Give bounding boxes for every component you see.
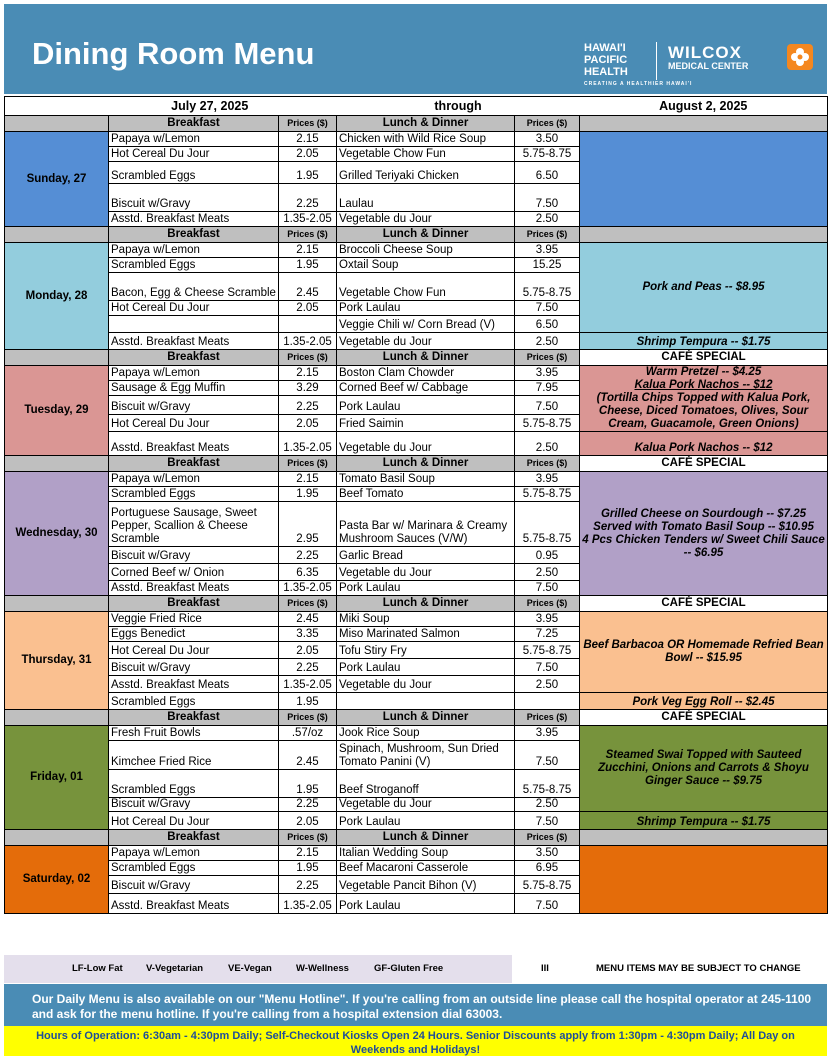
lunch-item: Pork Laulau (337, 581, 515, 596)
breakfast-header: Breakfast (109, 350, 279, 366)
breakfast-item: Biscuit w/Gravy (109, 876, 279, 894)
breakfast-item: Hot Cereal Du Jour (109, 414, 279, 431)
breakfast-price: 1.95 (279, 162, 337, 184)
lunch-item: Pork Laulau (337, 812, 515, 830)
cafe-special-header: CAFÉ SPECIAL (580, 456, 828, 472)
breakfast-item: Asstd. Breakfast Meats (109, 212, 279, 227)
lunch-price: 6.50 (515, 162, 580, 184)
special-text: Grilled Cheese on Sourdough -- $7.25 (600, 507, 807, 520)
flower-logo-icon (787, 44, 813, 70)
cafe-special-header: CAFÉ SPECIAL (580, 710, 828, 726)
breakfast-item: Veggie Fried Rice (109, 612, 279, 627)
breakfast-price: 1.35-2.05 (279, 212, 337, 227)
cafe-special-header: CAFÉ SPECIAL (580, 596, 828, 612)
lunch-item: Vegetable du Jour (337, 676, 515, 693)
lunch-price: 3.95 (515, 366, 580, 381)
breakfast-price: 2.15 (279, 846, 337, 861)
breakfast-item: Asstd. Breakfast Meats (109, 581, 279, 596)
lunch-item: Pork Laulau (337, 396, 515, 414)
cafe-special-item: Kalua Pork Nachos -- $12 (580, 432, 828, 456)
specials-cell (580, 846, 828, 914)
wilcox-logo: WILCOX MEDICAL CENTER (668, 43, 749, 71)
lunch-item: Oxtail Soup (337, 258, 515, 273)
lunch-price: 5.75-8.75 (515, 642, 580, 659)
lunch-price: 7.25 (515, 627, 580, 642)
menu-table (4, 96, 828, 914)
section-header-row (5, 116, 828, 132)
breakfast-price: 3.35 (279, 627, 337, 642)
section-header-row (5, 830, 828, 846)
prices-header: Prices ($) (279, 227, 337, 243)
lunch-item: Vegetable du Jour (337, 432, 515, 456)
lunch-item: Vegetable Chow Fun (337, 147, 515, 162)
breakfast-item: Kimchee Fried Rice (109, 741, 279, 770)
lunch-price: 2.50 (515, 798, 580, 812)
lunch-price: 7.50 (515, 581, 580, 596)
prices-header: Prices ($) (515, 227, 580, 243)
breakfast-header: Breakfast (109, 710, 279, 726)
breakfast-item: Papaya w/Lemon (109, 366, 279, 381)
menu-row (5, 812, 828, 830)
breakfast-price: 2.15 (279, 472, 337, 487)
end-date: August 2, 2025 (580, 97, 828, 116)
lunch-price: 7.50 (515, 184, 580, 212)
prices-header: Prices ($) (279, 710, 337, 726)
lunch-price: 5.75-8.75 (515, 770, 580, 798)
breakfast-price: 2.05 (279, 301, 337, 316)
day-label: Friday, 01 (5, 726, 109, 830)
special-text: Served with Tomato Basil Soup -- $10.95 (593, 520, 814, 533)
hours-of-operation: Hours of Operation: 6:30am - 4:30pm Daily; Self-Checkout Kiosks Open 24 Hours. Senior Discounts apply from 1:30pm - 4:30pm Daily; All Day on Weekends and Holidays! (4, 1026, 827, 1056)
breakfast-item: Biscuit w/Gravy (109, 184, 279, 212)
cafe-special-item: Beef Barbacoa OR Homemade Refried Bean Bowl -- $15.95 (580, 612, 828, 693)
breakfast-item: Scrambled Eggs (109, 162, 279, 184)
lunch-item: Vegetable Chow Fun (337, 273, 515, 301)
day-label: Wednesday, 30 (5, 472, 109, 596)
lunch-item: Laulau (337, 184, 515, 212)
lunch-price: 2.50 (515, 676, 580, 693)
breakfast-item: Corned Beef w/ Onion (109, 564, 279, 581)
lunch-price: 7.50 (515, 396, 580, 414)
lunch-price: 5.75-8.75 (515, 147, 580, 162)
breakfast-item: Asstd. Breakfast Meats (109, 333, 279, 350)
menu-row (5, 243, 828, 258)
breakfast-price: 2.15 (279, 366, 337, 381)
legend-separator: III (541, 963, 549, 974)
breakfast-price: 2.25 (279, 396, 337, 414)
breakfast-item: Asstd. Breakfast Meats (109, 894, 279, 914)
day-label: Thursday, 31 (5, 612, 109, 710)
breakfast-item: Scrambled Eggs (109, 861, 279, 876)
breakfast-item: Papaya w/Lemon (109, 846, 279, 861)
menu-row (5, 612, 828, 627)
menu-row (5, 333, 828, 350)
lunch-item: Pork Laulau (337, 894, 515, 914)
legend-vegan: VE-Vegan (228, 963, 272, 974)
lunch-item: Pork Laulau (337, 659, 515, 676)
lunch-price: 3.95 (515, 472, 580, 487)
lunch-item: Garlic Bread (337, 547, 515, 564)
lunch-price: 0.95 (515, 547, 580, 564)
legend-gluten-free: GF-Gluten Free (374, 963, 444, 974)
cafe-special-item: Pork and Peas -- $8.95 (580, 243, 828, 333)
breakfast-item: Fresh Fruit Bowls (109, 726, 279, 741)
breakfast-price: 2.45 (279, 741, 337, 770)
breakfast-price: 1.95 (279, 693, 337, 710)
lunch-item: Grilled Teriyaki Chicken (337, 162, 515, 184)
date-range-row (5, 97, 828, 116)
legend-wellness: W-Wellness (296, 963, 349, 974)
breakfast-price: 3.29 (279, 381, 337, 396)
day-label: Sunday, 27 (5, 132, 109, 227)
lunch-item: Chicken with Wild Rice Soup (337, 132, 515, 147)
breakfast-price: 2.25 (279, 547, 337, 564)
section-header-row (5, 227, 828, 243)
lunch-item: Broccoli Cheese Soup (337, 243, 515, 258)
breakfast-item: Hot Cereal Du Jour (109, 812, 279, 830)
menu-row (5, 366, 828, 381)
breakfast-price: 1.35-2.05 (279, 676, 337, 693)
cafe-special-header (580, 227, 828, 243)
cafe-special-item (580, 472, 828, 596)
section-header-row (5, 350, 828, 366)
prices-header: Prices ($) (515, 710, 580, 726)
lunch-item: Vegetable Pancit Bihon (V) (337, 876, 515, 894)
breakfast-price: 2.25 (279, 659, 337, 676)
prices-header: Prices ($) (515, 456, 580, 472)
breakfast-price: 2.95 (279, 502, 337, 547)
lunch-item: Miki Soup (337, 612, 515, 627)
lunch-price: 3.95 (515, 612, 580, 627)
breakfast-item: Asstd. Breakfast Meats (109, 676, 279, 693)
lunch-item (337, 693, 515, 710)
breakfast-price: 1.95 (279, 770, 337, 798)
lunch-item: Pork Laulau (337, 301, 515, 316)
cafe-special-header (580, 116, 828, 132)
logo-divider (656, 42, 657, 80)
section-header-row (5, 710, 828, 726)
lunch-item: Jook Rice Soup (337, 726, 515, 741)
lunch-price: 7.50 (515, 812, 580, 830)
lunch-price: 2.50 (515, 564, 580, 581)
lunch-dinner-header: Lunch & Dinner (337, 227, 515, 243)
lunch-price: 3.95 (515, 726, 580, 741)
prices-header: Prices ($) (279, 456, 337, 472)
special-text: Warm Pretzel -- $4.25 (645, 366, 762, 378)
breakfast-price: 2.45 (279, 612, 337, 627)
breakfast-item: Scrambled Eggs (109, 487, 279, 502)
lunch-item: Beef Tomato (337, 487, 515, 502)
lunch-item: Vegetable du Jour (337, 333, 515, 350)
day-label: Monday, 28 (5, 243, 109, 350)
lunch-price: 2.50 (515, 333, 580, 350)
breakfast-price: 1.95 (279, 487, 337, 502)
through-label: through (337, 97, 580, 116)
breakfast-item: Hot Cereal Du Jour (109, 301, 279, 316)
lunch-dinner-header: Lunch & Dinner (337, 456, 515, 472)
logo-tagline: CREATING A HEALTHIER HAWAI'I (584, 81, 693, 87)
lunch-item: Beef Macaroni Casserole (337, 861, 515, 876)
cafe-special-item: Steamed Swai Topped with Sauteed Zucchini, Onions and Carrots & Shoyu Ginger Sauce -- $9.75 (580, 726, 828, 812)
lunch-price: 7.50 (515, 894, 580, 914)
change-notice: MENU ITEMS MAY BE SUBJECT TO CHANGE (596, 963, 801, 974)
lunch-item: Spinach, Mushroom, Sun Dried Tomato Panini (V) (337, 741, 515, 770)
breakfast-header: Breakfast (109, 596, 279, 612)
menu-row (5, 472, 828, 487)
breakfast-item: Biscuit w/Gravy (109, 547, 279, 564)
menu-row (5, 726, 828, 741)
breakfast-header: Breakfast (109, 227, 279, 243)
lunch-item: Italian Wedding Soup (337, 846, 515, 861)
section-header-row (5, 456, 828, 472)
breakfast-header: Breakfast (109, 456, 279, 472)
breakfast-price: 2.05 (279, 812, 337, 830)
lunch-price: 7.50 (515, 741, 580, 770)
breakfast-price: 2.25 (279, 184, 337, 212)
lunch-price: 5.75-8.75 (515, 273, 580, 301)
lunch-item: Vegetable du Jour (337, 212, 515, 227)
breakfast-item: Bacon, Egg & Cheese Scramble (109, 273, 279, 301)
legend-low-fat: LF-Low Fat (72, 963, 123, 974)
hawaii-pacific-health-logo: HAWAI'I PACIFIC HEALTH (584, 42, 628, 78)
menu-hotline-note: Our Daily Menu is also available on our "Menu Hotline". If you're calling from an outside line please call the hospital operator at 245-1100 and ask for the menu hotline. If you're calling from a hospital extension dial 63003. (4, 984, 827, 1026)
cafe-special-item: Shrimp Tempura -- $1.75 (580, 812, 828, 830)
prices-header: Prices ($) (279, 830, 337, 846)
breakfast-item: Asstd. Breakfast Meats (109, 432, 279, 456)
lunch-price: 3.95 (515, 243, 580, 258)
lunch-price (515, 693, 580, 710)
lunch-price: 2.50 (515, 432, 580, 456)
breakfast-price: 2.25 (279, 876, 337, 894)
legend-bar (4, 955, 827, 983)
breakfast-price: 1.95 (279, 258, 337, 273)
lunch-dinner-header: Lunch & Dinner (337, 596, 515, 612)
lunch-item: Boston Clam Chowder (337, 366, 515, 381)
breakfast-price: 6.35 (279, 564, 337, 581)
breakfast-price: 1.35-2.05 (279, 894, 337, 914)
cafe-special-item: Pork Veg Egg Roll -- $2.45 (580, 693, 828, 710)
breakfast-price: 1.35-2.05 (279, 333, 337, 350)
breakfast-item: Biscuit w/Gravy (109, 798, 279, 812)
breakfast-item: Hot Cereal Du Jour (109, 147, 279, 162)
lunch-item: Beef Stroganoff (337, 770, 515, 798)
lunch-price: 5.75-8.75 (515, 487, 580, 502)
menu-row (5, 846, 828, 861)
prices-header: Prices ($) (279, 350, 337, 366)
prices-header: Prices ($) (279, 116, 337, 132)
breakfast-price: .57/oz (279, 726, 337, 741)
header-banner (4, 4, 827, 94)
lunch-price: 2.50 (515, 212, 580, 227)
breakfast-item: Papaya w/Lemon (109, 132, 279, 147)
prices-header: Prices ($) (515, 596, 580, 612)
lunch-item: Miso Marinated Salmon (337, 627, 515, 642)
lunch-item: Pasta Bar w/ Marinara & Creamy Mushroom Sauces (V/W) (337, 502, 515, 547)
lunch-price: 7.50 (515, 301, 580, 316)
cafe-special-item (580, 366, 828, 432)
breakfast-item: Eggs Benedict (109, 627, 279, 642)
lunch-price: 5.75-8.75 (515, 414, 580, 431)
lunch-price: 5.75-8.75 (515, 876, 580, 894)
lunch-price: 7.50 (515, 659, 580, 676)
breakfast-price: 1.35-2.05 (279, 581, 337, 596)
start-date: July 27, 2025 (5, 97, 337, 116)
menu-row (5, 693, 828, 710)
lunch-price: 3.50 (515, 846, 580, 861)
page-title: Dining Room Menu (32, 36, 315, 71)
breakfast-item: Scrambled Eggs (109, 258, 279, 273)
breakfast-item (109, 316, 279, 333)
lunch-price: 5.75-8.75 (515, 502, 580, 547)
breakfast-item: Scrambled Eggs (109, 693, 279, 710)
lunch-item: Veggie Chili w/ Corn Bread (V) (337, 316, 515, 333)
prices-header: Prices ($) (515, 116, 580, 132)
lunch-price: 7.95 (515, 381, 580, 396)
special-text: Kalua Pork Nachos -- $12 (634, 379, 773, 391)
lunch-item: Fried Saimin (337, 414, 515, 431)
breakfast-price: 1.35-2.05 (279, 432, 337, 456)
breakfast-price: 2.15 (279, 132, 337, 147)
breakfast-header: Breakfast (109, 116, 279, 132)
breakfast-price: 2.05 (279, 147, 337, 162)
day-label: Saturday, 02 (5, 846, 109, 914)
breakfast-item: Hot Cereal Du Jour (109, 642, 279, 659)
specials-cell (580, 132, 828, 227)
menu-row (5, 132, 828, 147)
breakfast-price: 2.45 (279, 273, 337, 301)
section-header-row (5, 596, 828, 612)
day-label: Tuesday, 29 (5, 366, 109, 456)
prices-header: Prices ($) (515, 830, 580, 846)
cafe-special-header (580, 830, 828, 846)
special-text: (Tortilla Chips Topped with Kalua Pork, Cheese, Diced Tomatoes, Olives, Sour Cream, Guacamole, Green Onions) (596, 392, 811, 430)
lunch-price: 6.50 (515, 316, 580, 333)
breakfast-item: Portuguese Sausage, Sweet Pepper, Scallion & Cheese Scramble (109, 502, 279, 547)
lunch-price: 15.25 (515, 258, 580, 273)
lunch-dinner-header: Lunch & Dinner (337, 350, 515, 366)
lunch-dinner-header: Lunch & Dinner (337, 116, 515, 132)
lunch-price: 6.95 (515, 861, 580, 876)
breakfast-price: 2.25 (279, 798, 337, 812)
lunch-dinner-header: Lunch & Dinner (337, 710, 515, 726)
lunch-dinner-header: Lunch & Dinner (337, 830, 515, 846)
legend-vegetarian: V-Vegetarian (146, 963, 204, 974)
menu-row (5, 432, 828, 456)
breakfast-item: Papaya w/Lemon (109, 472, 279, 487)
breakfast-header: Breakfast (109, 830, 279, 846)
lunch-item: Vegetable du Jour (337, 564, 515, 581)
breakfast-item: Sausage & Egg Muffin (109, 381, 279, 396)
lunch-item: Corned Beef w/ Cabbage (337, 381, 515, 396)
prices-header: Prices ($) (279, 596, 337, 612)
lunch-item: Vegetable du Jour (337, 798, 515, 812)
special-text: 4 Pcs Chicken Tenders w/ Sweet Chili Sauce -- $6.95 (582, 533, 825, 559)
breakfast-price: 2.05 (279, 642, 337, 659)
prices-header: Prices ($) (515, 350, 580, 366)
breakfast-item: Scrambled Eggs (109, 770, 279, 798)
breakfast-item: Biscuit w/Gravy (109, 659, 279, 676)
breakfast-price (279, 316, 337, 333)
breakfast-item: Papaya w/Lemon (109, 243, 279, 258)
lunch-item: Tofu Stiry Fry (337, 642, 515, 659)
lunch-price: 3.50 (515, 132, 580, 147)
cafe-special-header: CAFÉ SPECIAL (580, 350, 828, 366)
breakfast-price: 2.15 (279, 243, 337, 258)
breakfast-price: 2.05 (279, 414, 337, 431)
lunch-item: Tomato Basil Soup (337, 472, 515, 487)
cafe-special-item: Shrimp Tempura -- $1.75 (580, 333, 828, 350)
breakfast-item: Biscuit w/Gravy (109, 396, 279, 414)
breakfast-price: 1.95 (279, 861, 337, 876)
